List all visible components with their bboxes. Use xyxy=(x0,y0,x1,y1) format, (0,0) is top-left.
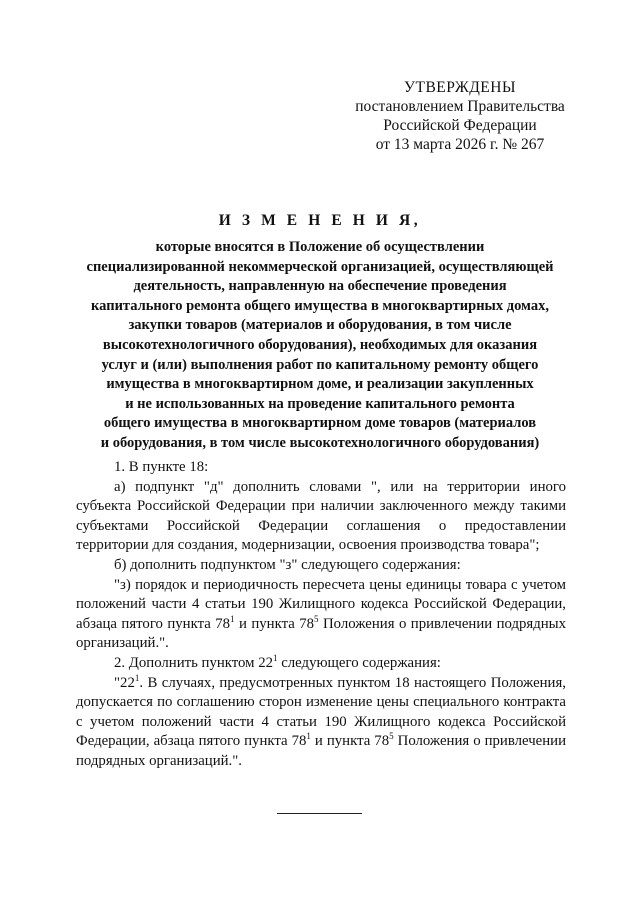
subtitle-line: деятельность, направленную на обеспечение проведения xyxy=(133,278,507,295)
approval-line-3: от 13 марта 2026 г. № 267 xyxy=(375,136,545,153)
paragraph-item-1a: а) подпункт "д" дополнить словами ", или на территории иного субъекта Российской Федерации при наличии заключенного между такими субъектами Российской Федерации соглашения о предоставлении территории для создания, модернизации, освоения производства товара"; xyxy=(76,478,566,554)
superscript: 1 xyxy=(306,731,311,742)
item-2-text: следующего содержания: xyxy=(277,654,441,671)
subtitle-line: капитального ремонта общего имущества в многоквартирных домах, xyxy=(91,297,549,314)
subtitle-line: и не использованных на проведение капитального ремонта xyxy=(125,395,515,412)
quote-text: и пункта 78 xyxy=(310,733,390,750)
approval-line-2: Российской Федерации xyxy=(383,117,537,134)
superscript: 1 xyxy=(273,653,278,664)
subtitle-line: и оборудования, в том числе высокотехнологичного оборудования) xyxy=(100,434,540,451)
quote-text: и пункта 78 xyxy=(234,615,315,632)
approval-stamp xyxy=(330,78,590,154)
document-body xyxy=(76,458,566,772)
document-subtitle xyxy=(60,238,580,454)
approval-heading: УТВЕРЖДЕНЫ xyxy=(404,79,516,96)
superscript: 1 xyxy=(230,613,235,624)
subtitle-line: услуг и (или) выполнения работ по капитальному ремонту общего xyxy=(101,356,539,373)
item-2-text: 2. Дополнить пунктом 22 xyxy=(114,654,274,671)
document-title: И З М Е Н Е Н И Я, xyxy=(218,212,422,229)
quote-text: . В случаях, предусмотренных пунктом 18 настоящего Положения, допускается по соглашению сторон изменение цены специального контракта с учетом положений части 4 статьи 190 Жилищного кодекса Российской Федерации, абзаца пятого пункта 78 xyxy=(76,674,566,750)
subtitle-line: имущества в многоквартирном доме, и реализации закупленных xyxy=(106,376,534,393)
superscript: 5 xyxy=(314,613,319,624)
subtitle-line: общего имущества в многоквартирном доме товаров (материалов xyxy=(103,415,537,432)
end-separator-line xyxy=(277,813,362,814)
paragraph-item-1b-quote xyxy=(76,576,566,654)
quote-text: Положения о привлечении подрядных организаций.". xyxy=(76,615,567,652)
subtitle-line: закупки товаров (материалов и оборудования, в том числе xyxy=(128,317,512,334)
subtitle-line: которые вносятся в Положение об осуществлении xyxy=(155,239,485,255)
quote-text: Положения о привлечении подрядных организаций.". xyxy=(76,733,566,769)
paragraph-item-2-quote xyxy=(76,674,566,772)
approval-line-1: постановлением Правительства xyxy=(355,98,565,115)
subtitle-line: высокотехнологичного оборудования), необходимых для оказания xyxy=(102,336,538,353)
paragraph-item-1: 1. В пункте 18: xyxy=(114,459,209,475)
subtitle-line: специализированной некоммерческой организацией, осуществляющей xyxy=(86,258,554,275)
quote-text: "22 xyxy=(114,674,135,691)
paragraph-item-2 xyxy=(76,654,566,674)
paragraph-item-1b: б) дополнить подпунктом "з" следующего содержания: xyxy=(114,556,461,573)
quote-text: "з) порядок и периодичность пересчета цены единицы товара с учетом положений части 4 статьи 190 Жилищного кодекса Российской Федерации, абзаца пятого пункта 78 xyxy=(76,576,566,632)
superscript: 5 xyxy=(389,731,394,742)
superscript: 1 xyxy=(134,672,140,683)
